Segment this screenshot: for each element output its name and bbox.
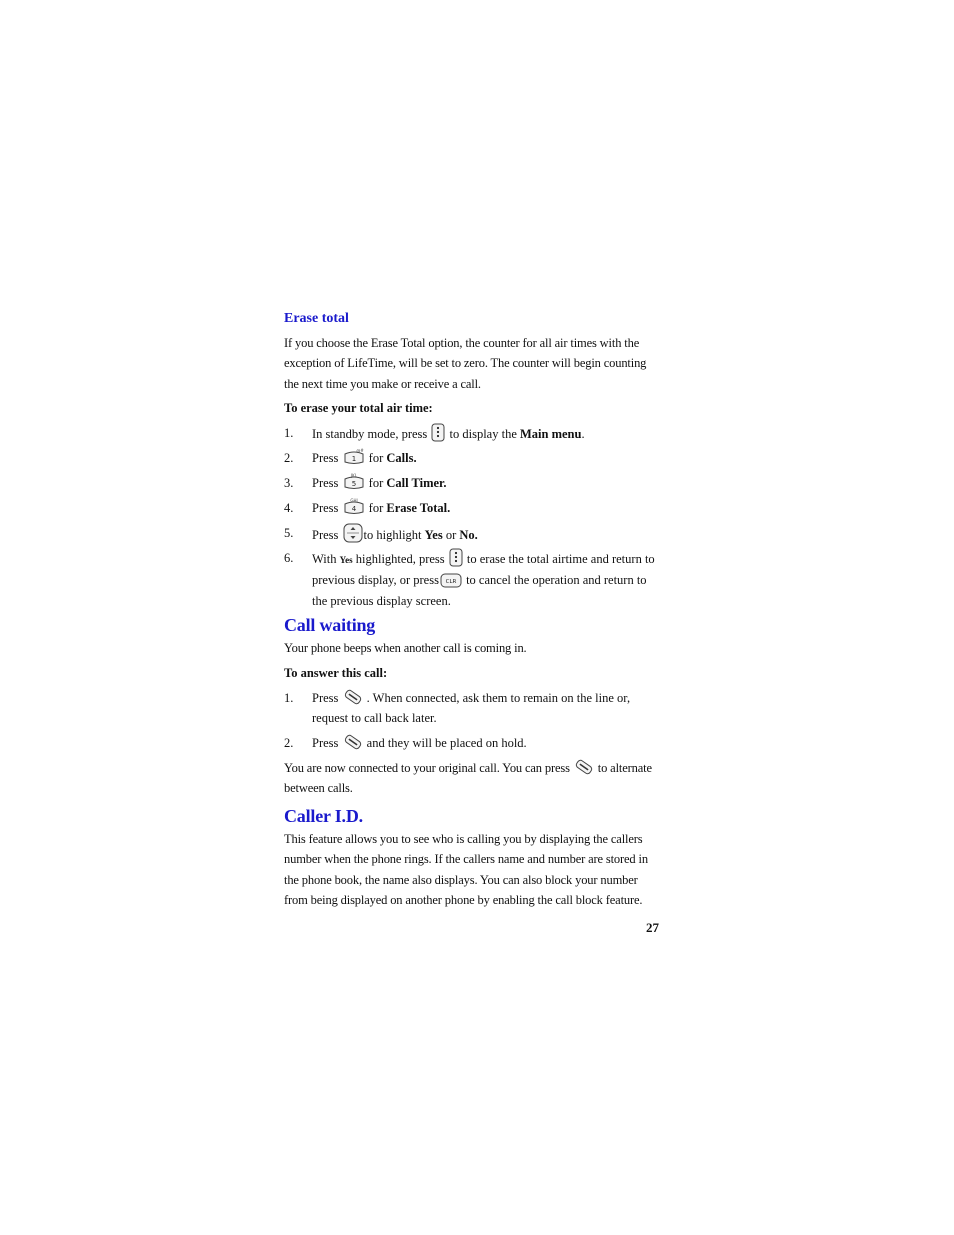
send-key-icon — [343, 688, 363, 706]
step-number: 1. — [284, 691, 294, 705]
key-4-icon — [343, 498, 365, 516]
step-text: Press — [312, 451, 339, 465]
key-1-letters: @# — [355, 448, 364, 453]
yes-display-label: Yes — [339, 555, 353, 565]
erase-total-label: Erase Total. — [386, 501, 451, 515]
call-timer-label: Call Timer. — [386, 476, 447, 490]
yes-label: Yes — [424, 528, 443, 542]
outro-text: You are now connected to your original call. You can press — [284, 761, 570, 775]
step-text: Press — [312, 501, 339, 515]
send-key-icon — [574, 758, 594, 776]
key-4-label: 4 — [351, 505, 356, 513]
erase-total-lead: To erase your total air time: — [284, 401, 433, 415]
caller-id-body: This feature allows you to see who is calling you by displaying the callers number when the phone rings. If the callers name and number are stored in the phone book, the name also displays. You can also block your number from being displayed on another phone by enabling the call block feature. — [284, 832, 648, 907]
step-text: Press — [312, 528, 339, 542]
step-text: With — [312, 552, 337, 566]
step-number: 2. — [284, 736, 294, 750]
step-text: and they will be placed on hold. — [366, 736, 527, 750]
step-number: 5. — [284, 526, 294, 540]
key-5-letters: JKL — [350, 473, 357, 478]
step-text: for — [368, 476, 384, 490]
erase-total-heading: Erase total — [284, 311, 349, 326]
step-text: or — [445, 528, 457, 542]
call-waiting-intro: Your phone beeps when another call is coming in. — [284, 641, 527, 655]
step-text: In standby mode, press — [312, 427, 428, 441]
caller-id-heading: Caller I.D. — [284, 806, 363, 826]
step-number: 3. — [284, 476, 294, 490]
step-text: to display the — [449, 427, 517, 441]
page-number: 27 — [646, 920, 659, 935]
step-text: to erase the total airtime and return to previous display, or press — [312, 552, 655, 588]
step-number: 2. — [284, 451, 294, 465]
call-waiting-heading: Call waiting — [284, 615, 376, 635]
menu-key-icon — [431, 423, 445, 442]
step-text: Press — [312, 476, 339, 490]
step-number: 1. — [284, 426, 294, 440]
main-menu-label: Main menu — [520, 427, 582, 441]
step-text: to cancel the operation and return to the previous display screen. — [312, 573, 647, 608]
call-waiting-outro — [284, 758, 664, 799]
calls-label: Calls. — [386, 451, 417, 465]
erase-total-intro: If you choose the Erase Total option, the counter for all air times with the exception of LifeTime, will be set to zero. The counter will begin counting the next time you make or receive a call. — [284, 336, 647, 391]
menu-key-icon — [449, 548, 463, 567]
key-1-icon — [343, 448, 365, 466]
step-text: to highlight — [363, 528, 422, 542]
key-1-label: 1 — [351, 455, 356, 463]
step-text: highlighted, press — [355, 552, 445, 566]
step-text: . — [581, 427, 585, 441]
step-text: for — [368, 451, 384, 465]
step-text: . When connected, ask them to remain on the line or, request to call back later. — [312, 691, 631, 726]
send-key-icon — [343, 733, 363, 751]
step-number: 4. — [284, 501, 294, 515]
key-4-letters: GHI — [349, 498, 358, 503]
step-text: for — [368, 501, 384, 515]
no-label: No. — [459, 528, 478, 542]
clear-key-label: CLR — [445, 579, 457, 586]
clear-key-icon — [440, 573, 462, 588]
outro-text: to alternate between calls. — [284, 761, 652, 796]
call-waiting-lead: To answer this call: — [284, 666, 388, 680]
step-number: 6. — [284, 551, 294, 565]
key-5-label: 5 — [351, 480, 356, 488]
step-text: Press — [312, 736, 339, 750]
step-text: Press — [312, 691, 339, 705]
navigation-key-icon — [343, 523, 363, 543]
key-5-icon — [343, 473, 365, 491]
